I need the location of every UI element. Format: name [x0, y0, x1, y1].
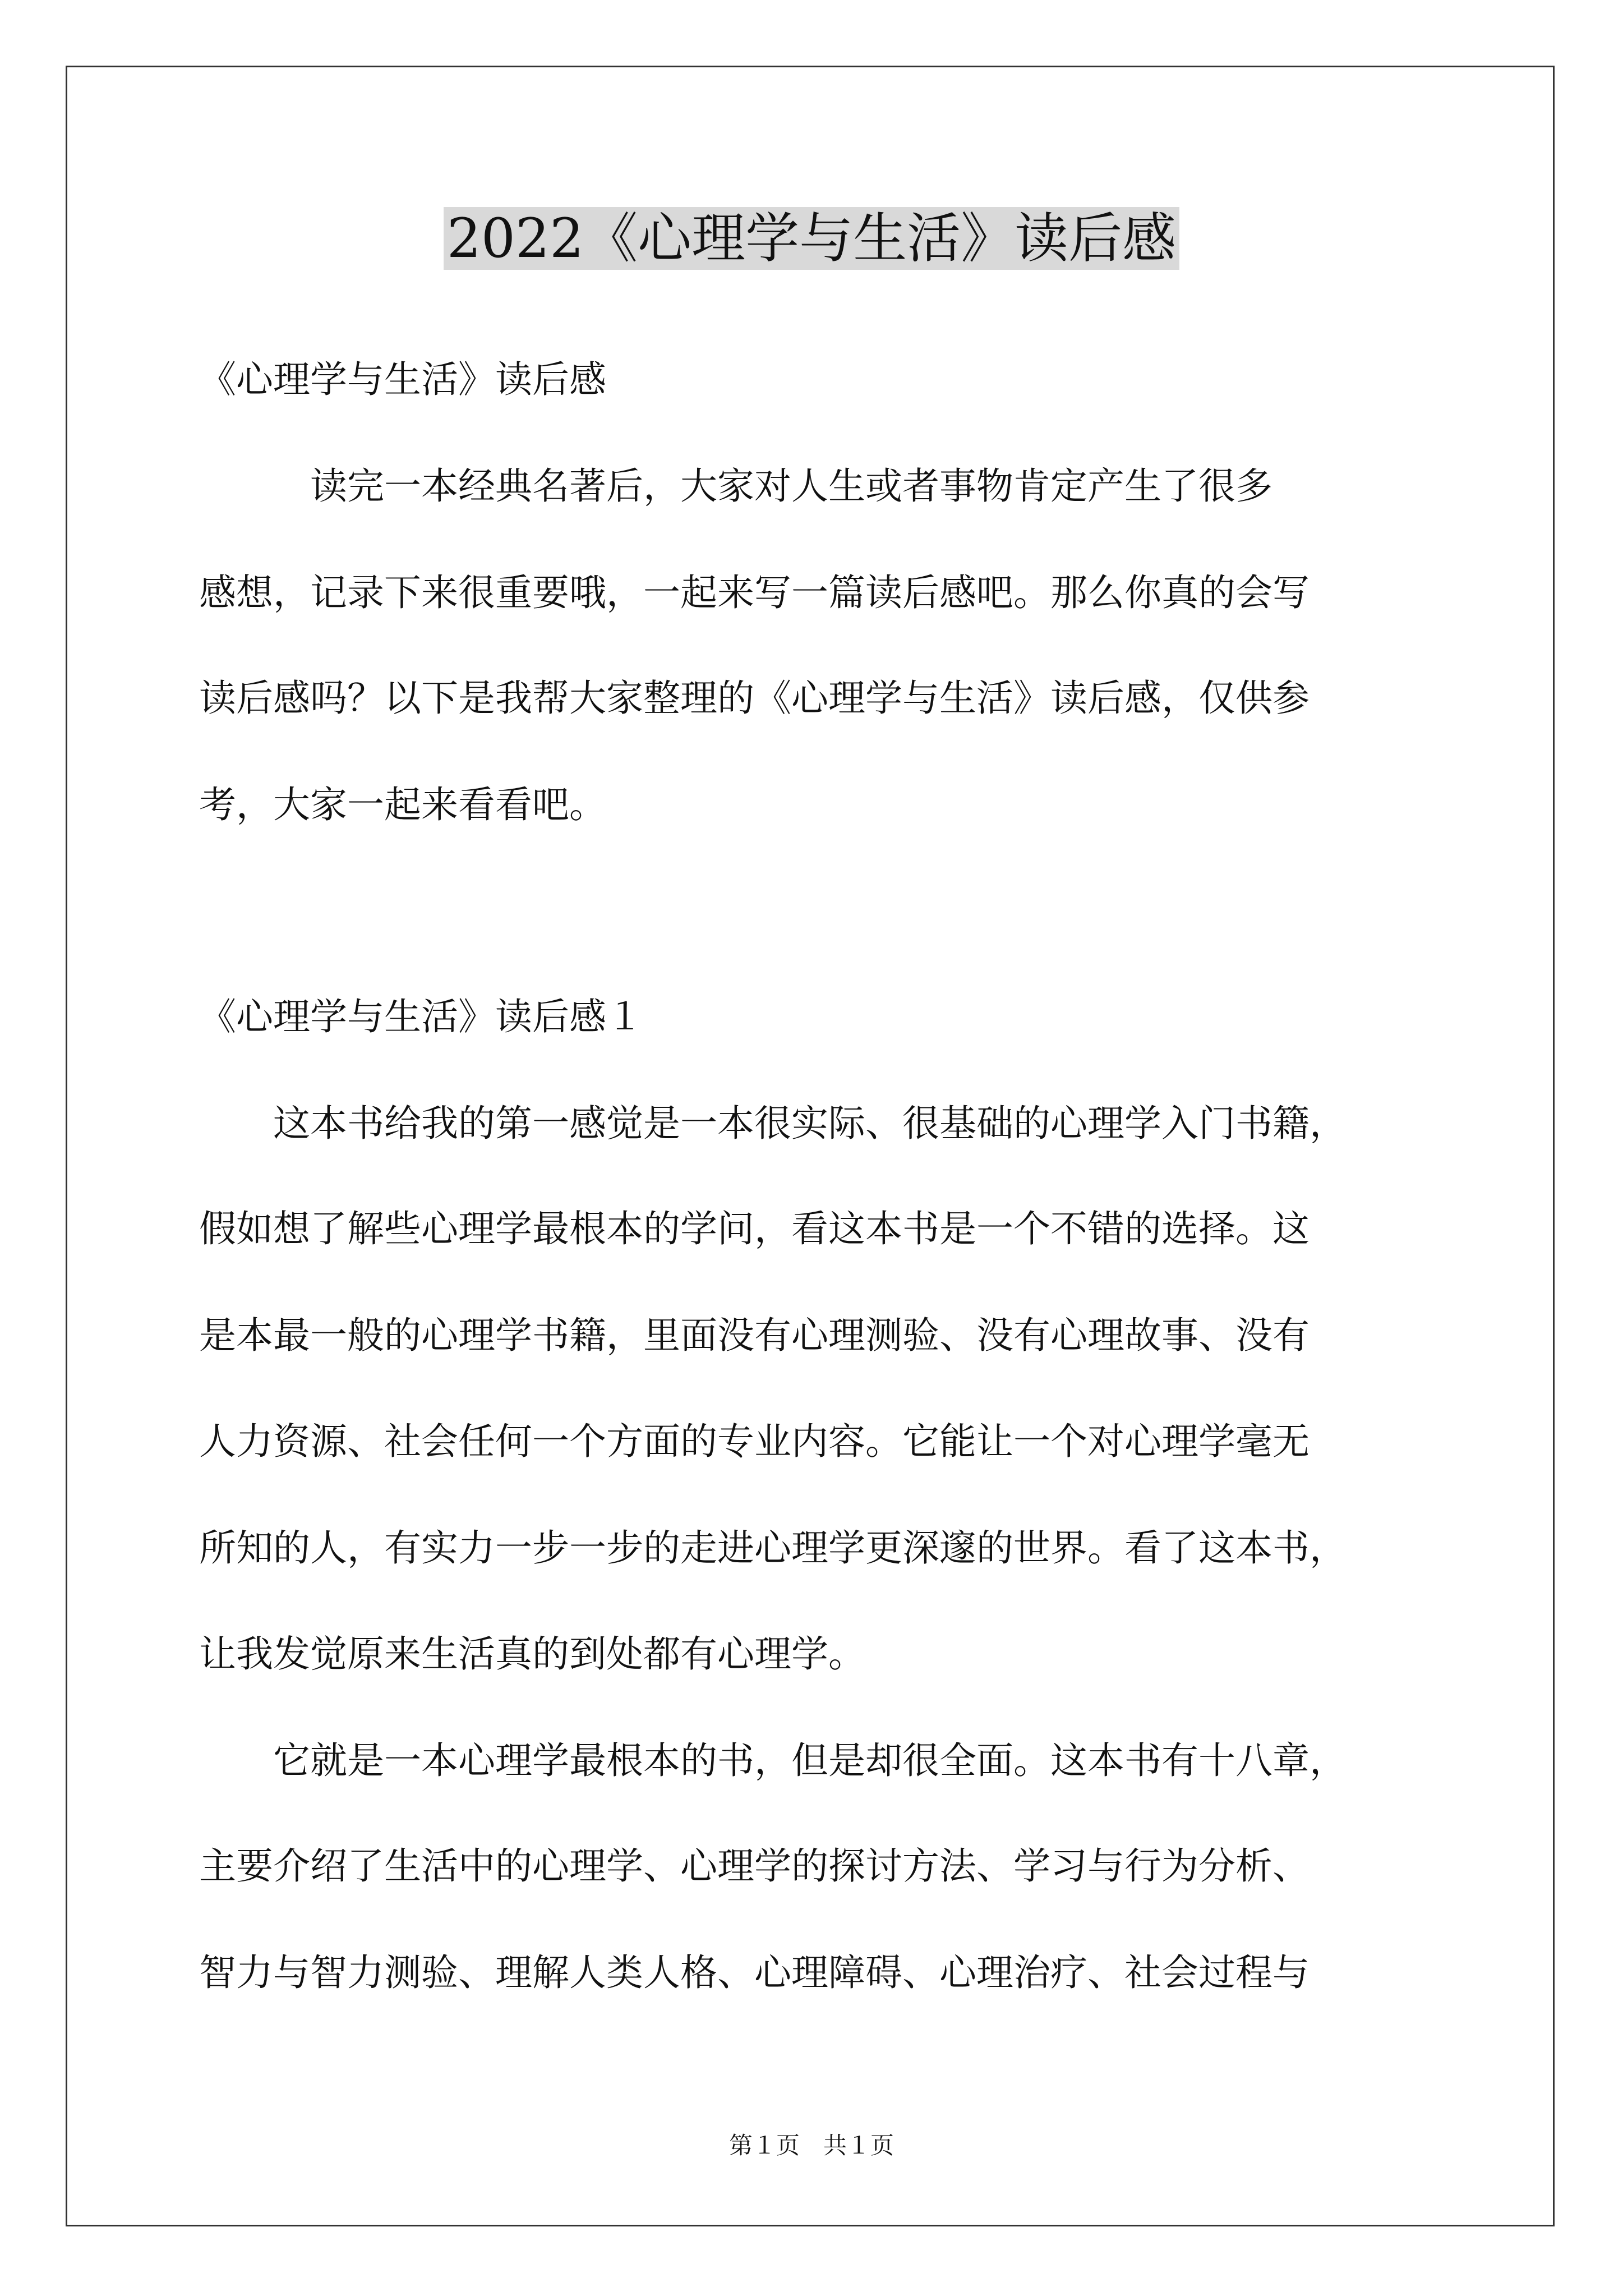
paragraph-line: 让我发觉原来生活真的到处都有心理学。 — [199, 1632, 865, 1676]
paragraph-line: 感想，记录下来很重要哦，一起来写一篇读后感吧。那么你真的会写 — [199, 571, 1310, 614]
paragraph-line: 考，大家一起来看看吧。 — [199, 783, 606, 826]
paragraph-line: 读后感吗？以下是我帮大家整理的《心理学与生活》读后感，仅供参 — [199, 677, 1310, 720]
paragraph-line: 假如想了解些心理学最根本的学问，看这本书是一个不错的选择。这 — [199, 1207, 1310, 1250]
section-heading: 《心理学与生活》读后感１ — [199, 995, 643, 1038]
paragraph-line: 智力与智力测验、理解人类人格、心理障碍、心理治疗、社会过程与 — [199, 1951, 1310, 1994]
paragraph-line: 读完一本经典名著后，大家对人生或者事物肯定产生了很多 — [199, 464, 1272, 508]
document-title-text: 2022《心理学与生活》读后感 — [444, 207, 1179, 270]
document-title — [0, 199, 1623, 278]
paragraph-line: 它就是一本心理学最根本的书，但是却很全面。这本书有十八章， — [199, 1739, 1347, 1782]
paragraph-line: 主要介绍了生活中的心理学、心理学的探讨方法、学习与行为分析、 — [199, 1844, 1310, 1888]
paragraph-line: 人力资源、社会任何一个方面的专业内容。它能让一个对心理学毫无 — [199, 1420, 1310, 1463]
page-footer: 第１页 共１页 — [728, 2132, 894, 2159]
subtitle-line: 《心理学与生活》读后感 — [199, 358, 606, 401]
paragraph-line: 所知的人，有实力一步一步的走进心理学更深邃的世界。看了这本书， — [199, 1526, 1347, 1570]
paragraph-line: 这本书给我的第一感觉是一本很实际、很基础的心理学入门书籍， — [199, 1102, 1347, 1145]
paragraph-line: 是本最一般的心理学书籍，里面没有心理测验、没有心理故事、没有 — [199, 1314, 1310, 1357]
